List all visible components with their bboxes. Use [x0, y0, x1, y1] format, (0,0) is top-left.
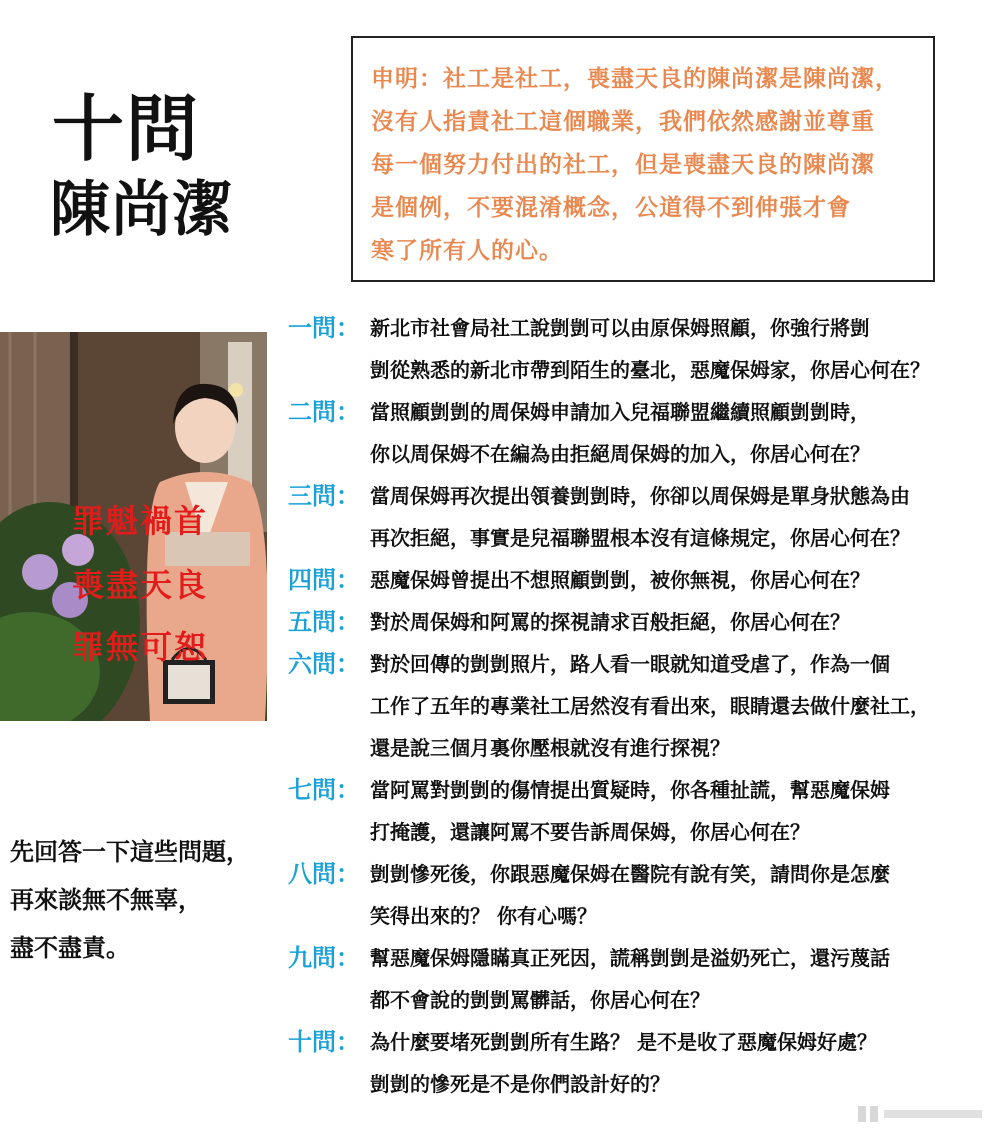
question-text: 剴剴慘死後，你跟惡魔保姆在醫院有說有笑，請問你是怎麼 [370, 862, 890, 886]
notice-box [351, 36, 935, 282]
question-text: 剴從熟悉的新北市帶到陌生的臺北，惡魔保姆家，你居心何在？ [370, 358, 930, 382]
question-label: 四問 [288, 566, 336, 594]
question-9 [288, 937, 1000, 1021]
question-text: 當周保姆再次提出領養剴剴時，你卻以周保姆是單身狀態為由 [370, 484, 910, 508]
photo-overlay-text: 罪魁禍首 [72, 502, 209, 540]
question-2 [288, 391, 1000, 475]
colon: ： [336, 398, 360, 426]
colon: ： [336, 608, 360, 636]
question-3 [288, 475, 1000, 559]
question-text: 都不會說的剴剴罵髒話，你居心何在？ [370, 988, 710, 1012]
question-text: 笑得出來的？ 你有心嗎？ [370, 904, 597, 928]
question-text: 打掩護，還讓阿罵不要告訴周保姆，你居心何在？ [370, 820, 810, 844]
question-label: 二問 [288, 398, 336, 426]
questions-list [288, 307, 1000, 1105]
photo-overlay-text: 罪無可恕 [72, 628, 209, 666]
question-text: 惡魔保姆曾提出不想照顧剴剴，被你無視，你居心何在？ [370, 568, 870, 592]
question-8 [288, 853, 1000, 937]
question-text: 當阿罵對剴剴的傷情提出質疑時，你各種扯謊，幫惡魔保姆 [370, 778, 890, 802]
question-7 [288, 769, 1000, 853]
title-block [50, 88, 233, 248]
question-text: 你以周保姆不在編為由拒絕周保姆的加入，你居心何在？ [370, 442, 870, 466]
left-note-line: 再來談無不無辜， [10, 886, 202, 914]
question-text: 幫惡魔保姆隱瞞真正死因，謊稱剴剴是溢奶死亡，還污蔑話 [370, 946, 890, 970]
question-text: 當照顧剴剴的周保姆申請加入兒福聯盟繼續照顧剴剴時， [370, 400, 870, 424]
question-10 [288, 1021, 1000, 1105]
question-text: 工作了五年的專業社工居然沒有看出來，眼睛還去做什麼社工， [370, 694, 930, 718]
colon: ： [336, 314, 360, 342]
page-subtitle-name: 陳尚潔 [50, 175, 233, 245]
photo-overlay-text: 喪盡天良 [72, 566, 209, 604]
notice-line: 申明：社工是社工，喪盡天良的陳尚潔是陳尚潔， [371, 66, 899, 92]
notice-line: 沒有人指責社工這個職業，我們依然感謝並尊重 [371, 109, 875, 135]
question-label: 七問 [288, 776, 336, 804]
colon: ： [336, 860, 360, 888]
notice-line: 每一個努力付出的社工，但是喪盡天良的陳尚潔 [371, 152, 875, 178]
question-label: 三問 [288, 482, 336, 510]
colon: ： [336, 944, 360, 972]
question-text: 剴剴的慘死是不是你們設計好的？ [370, 1072, 670, 1096]
colon: ： [336, 1028, 360, 1056]
question-text: 為什麼要堵死剴剴所有生路？ 是不是收了惡魔保姆好處？ [370, 1030, 877, 1054]
question-1 [288, 307, 1000, 391]
left-note [10, 828, 250, 972]
question-label: 六問 [288, 650, 336, 678]
colon: ： [336, 650, 360, 678]
question-text: 對於回傳的剴剴照片，路人看一眼就知道受虐了，作為一個 [370, 652, 890, 676]
question-6 [288, 643, 1000, 769]
question-label: 一問 [288, 314, 336, 342]
question-text: 新北市社會局社工說剴剴可以由原保姆照顧，你強行將剴 [370, 316, 870, 340]
question-label: 八問 [288, 860, 336, 888]
question-text: 對於周保姆和阿罵的探視請求百般拒絕，你居心何在？ [370, 610, 850, 634]
question-label: 五問 [288, 608, 336, 636]
notice-line: 寒了所有人的心。 [371, 238, 563, 264]
question-4 [288, 559, 1000, 601]
question-label: 十問 [288, 1028, 336, 1056]
watermark-logo [856, 1100, 986, 1128]
left-note-line: 盡不盡責。 [10, 934, 130, 962]
question-text: 再次拒絕，事實是兒福聯盟根本沒有這條規定，你居心何在？ [370, 526, 910, 550]
left-note-line: 先回答一下這些問題， [10, 838, 250, 866]
notice-line: 是個例，不要混淆概念，公道得不到伸張才會 [371, 195, 851, 221]
question-label: 九問 [288, 944, 336, 972]
page-title: 十問 [52, 87, 201, 171]
colon: ： [336, 482, 360, 510]
colon: ： [336, 566, 360, 594]
question-text: 還是說三個月裏你壓根就沒有進行探視？ [370, 736, 730, 760]
question-5 [288, 601, 1000, 643]
portrait-photo [0, 332, 267, 721]
colon: ： [336, 776, 360, 804]
